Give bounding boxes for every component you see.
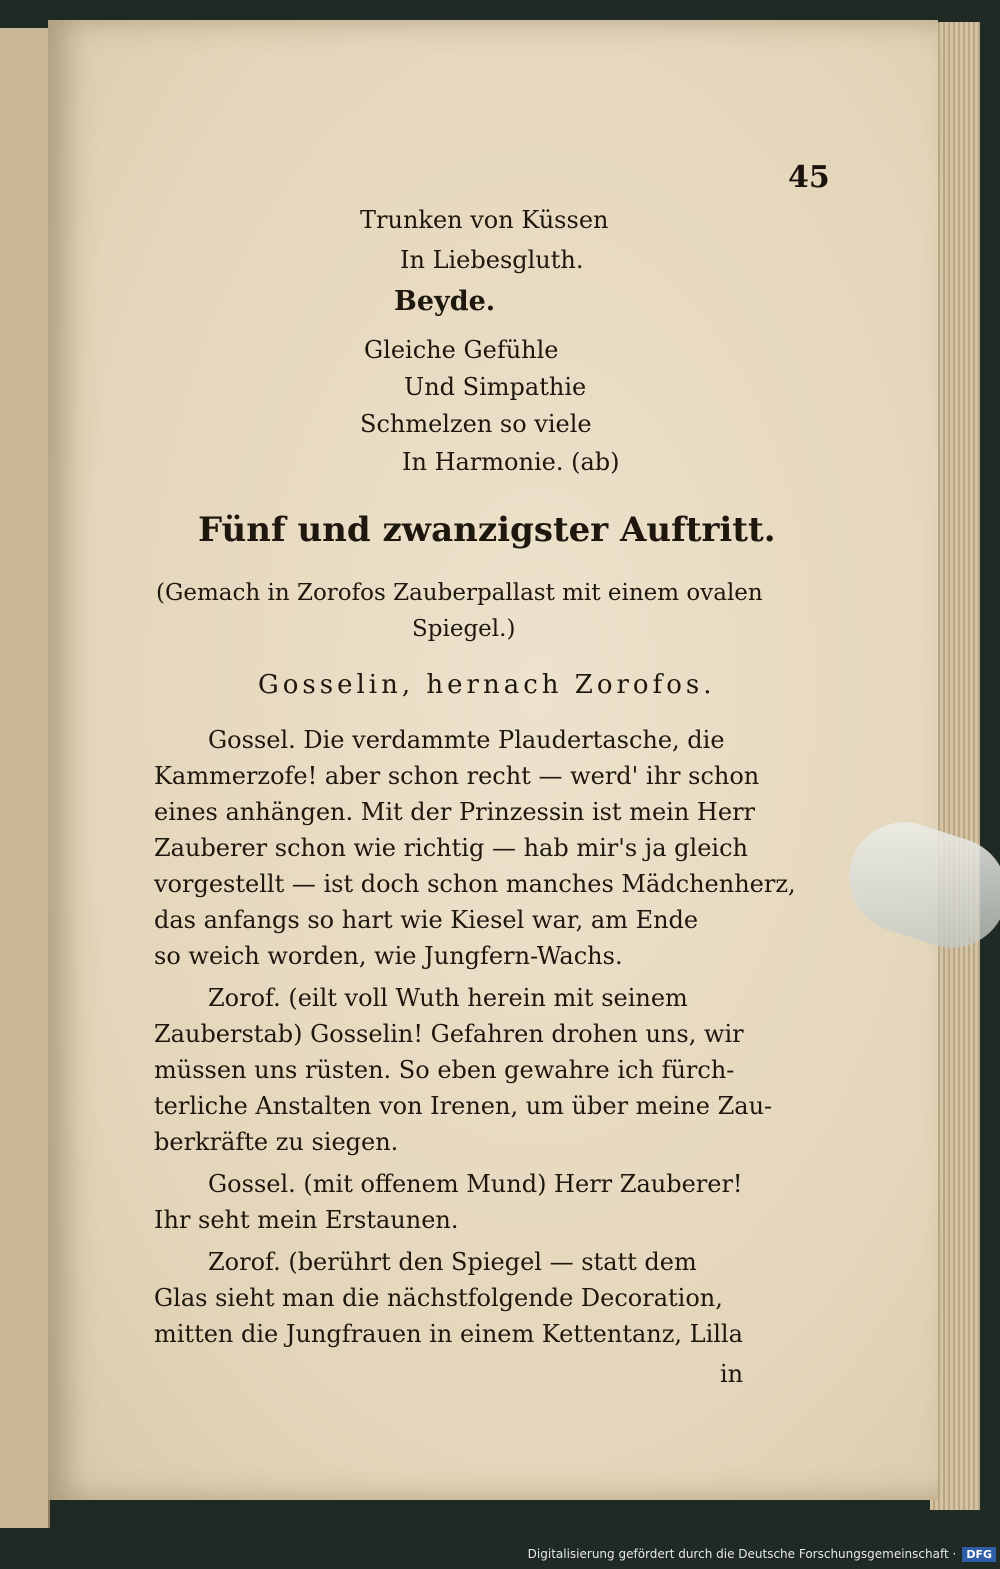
footer-text: Digitalisierung gefördert durch die Deutsche Forschungsgemeinschaft · xyxy=(527,1547,957,1561)
body-line: so weich worden, wie Jungfern-Wachs. xyxy=(154,942,623,970)
body-line: Gossel. (mit offenem Mund) Herr Zauberer! xyxy=(208,1170,743,1198)
body-line: Glas sieht man die nächstfolgende Decoration, xyxy=(154,1284,723,1312)
body-line: Zauberstab) Gosselin! Gefahren drohen uns, wir xyxy=(154,1020,744,1048)
body-line: Gossel. Die verdammte Plaudertasche, die xyxy=(208,726,725,754)
verse-line: Und Simpathie xyxy=(404,373,587,401)
body-line: terliche Anstalten von Irenen, um über meine Zau- xyxy=(154,1092,773,1120)
speaker-heading: Beyde. xyxy=(394,286,496,317)
body-line: Zauberer schon wie richtig — hab mir's ja gleich xyxy=(154,834,748,862)
verse-line: In Harmonie. (ab) xyxy=(402,448,620,476)
body-line: eines anhängen. Mit der Prinzessin ist mein Herr xyxy=(154,798,756,826)
body-line: Zorof. (berührt den Spiegel — statt dem xyxy=(208,1248,697,1276)
stage-direction: (Gemach in Zorofos Zauberpallast mit einem ovalen xyxy=(156,580,763,606)
left-page-edge xyxy=(0,28,50,1528)
body-line: Kammerzofe! aber schon recht — werd' ihr schon xyxy=(154,762,760,790)
catchword: in xyxy=(720,1360,744,1388)
body-line: Ihr seht mein Erstaunen. xyxy=(154,1206,459,1234)
scene-heading: Fünf und zwanzigster Auftritt. xyxy=(198,510,776,550)
digitization-footer xyxy=(528,1543,996,1565)
stage-direction: Spiegel.) xyxy=(412,616,516,642)
verse-line: In Liebesgluth. xyxy=(400,246,584,274)
body-line: Zorof. (eilt voll Wuth herein mit seinem xyxy=(208,984,688,1012)
verse-line: Gleiche Gefühle xyxy=(364,336,559,364)
body-line: müssen uns rüsten. So eben gewahre ich fürch- xyxy=(154,1056,735,1084)
verse-line: Schmelzen so viele xyxy=(360,410,592,438)
body-line: berkräfte zu siegen. xyxy=(154,1128,399,1156)
page-number: 45 xyxy=(788,160,830,195)
book-page xyxy=(48,20,938,1500)
dfg-logo: DFG xyxy=(962,1547,996,1562)
verse-line: Trunken von Küssen xyxy=(360,206,609,234)
body-line: vorgestellt — ist doch schon manches Mädchenherz, xyxy=(154,870,796,898)
characters-line: Gosselin, hernach Zorofos. xyxy=(258,670,716,700)
body-line: das anfangs so hart wie Kiesel war, am Ende xyxy=(154,906,699,934)
body-line: mitten die Jungfrauen in einem Kettentanz, Lilla xyxy=(154,1320,743,1348)
